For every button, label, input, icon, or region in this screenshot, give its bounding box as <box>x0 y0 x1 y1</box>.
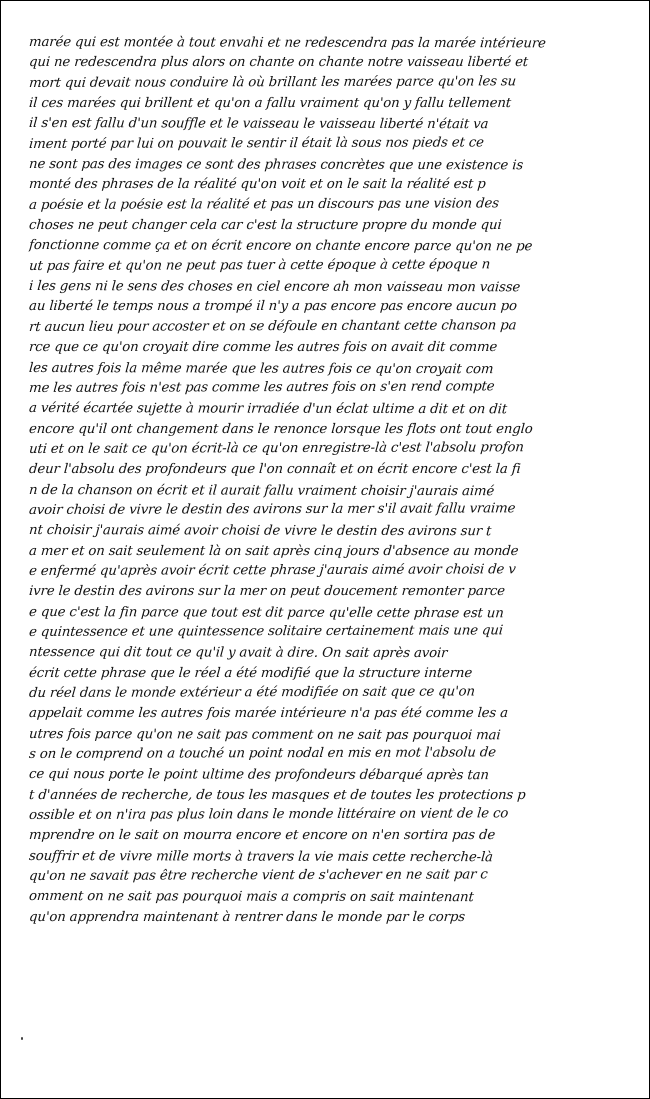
handwritten-line: qui ne redescendra plus alors on chante on chante notre vaisseau liberté et <box>28 55 529 71</box>
handwritten-line: ne sont pas des images ce sont des phrases concrètes que une existence is <box>28 157 524 174</box>
handwritten-line: s on le comprend on a touché un point nodal en mis en mot l'absolu de <box>28 745 497 763</box>
handwritten-line: e que c'est la fin parce que tout est dit parce qu'elle cette phrase est un <box>28 604 505 621</box>
handwritten-line: écrit cette phrase que le réel a été modifié que la structure interne <box>28 665 473 681</box>
handwritten-line: ut pas faire et qu'on ne peut pas tuer à cette époque à cette époque n <box>28 257 491 274</box>
handwritten-line: les autres fois la même marée que les autres fois ce qu'on croyait com <box>28 360 494 377</box>
handwritten-line: uti et on le sait ce qu'on écrit-là ce qu'on enregistre-là c'est l'absolu profon <box>28 440 525 457</box>
handwritten-line: appelait comme les autres fois marée intérieure n'a pas été comme les a <box>28 706 509 722</box>
handwritten-line: deur l'absolu des profondeurs que l'on connaît et on écrit encore c'est la fi <box>28 462 522 478</box>
handwritten-line: du réel dans le monde extérieur a été modifiée on sait que ce qu'on <box>28 684 476 701</box>
handwritten-line: marée qui est montée à tout envahi et ne redescendra pas la marée intérieure <box>28 35 547 52</box>
handwritten-line: qu'on ne savait pas être recherche vient de s'achever en ne sait par c <box>28 867 489 885</box>
handwritten-line: rce que ce qu'on croyait dire comme les autres fois on avait dit comme <box>28 340 498 356</box>
handwritten-line: t d'années de recherche, de tous les masques et de toutes les protections p <box>28 787 527 803</box>
handwritten-line: encore qu'il ont changement dans le renonce lorsque les flots ont tout englo <box>28 421 534 437</box>
handwritten-line: n de la chanson on écrit et il aurait fallu vraiment choisir j'aurais aimé <box>28 482 495 499</box>
handwritten-line: ossible et on n'ira pas plus loin dans le monde littéraire on vient de le co <box>28 806 509 824</box>
handwritten-line: a vérité écartée sujette à mourir irradiée d'un éclat ultime a dit et on dit <box>28 401 508 418</box>
handwritten-line: omment on ne sait pas pourquoi mais a compris on sait maintenant <box>28 889 475 906</box>
handwritten-line: fonctionne comme ça et on écrit encore on chante encore parce qu'on ne pe <box>28 238 533 255</box>
handwritten-line: ivre le destin des avirons sur la mer on peut doucement remonter parce <box>28 584 506 600</box>
handwritten-line: e enfermé qu'après avoir écrit cette phrase j'aurais aimé avoir choisi de v <box>28 562 517 579</box>
handwritten-line: rt aucun lieu pour accoster et on se défoule en chantant cette chanson pa <box>28 318 517 335</box>
handwritten-line: qu'on apprendra maintenant à rentrer dans le monde par le corps <box>28 909 466 925</box>
handwritten-line: choses ne peut changer cela car c'est la structure propre du monde qui <box>28 218 503 234</box>
handwritten-line: souffrir et de vivre mille morts à travers la vie mais cette recherche-là <box>28 848 494 865</box>
handwritten-line: monté des phrases de la réalité qu'on voit et on le sait la réalité est p <box>28 177 487 193</box>
handwritten-line: avoir choisi de vivre le destin des avirons sur la mer s'il avait fallu vraime <box>28 501 516 518</box>
handwritten-line: mort qui devait nous conduire là où brillant les marées parce qu'on les su <box>28 73 517 91</box>
handwritten-line: me les autres fois n'est pas comme les autres fois on s'en rend compte <box>28 379 496 396</box>
handwritten-line: il ces marées qui brillent et qu'on a fallu vraiment qu'on y fallu tellement <box>28 96 512 112</box>
handwritten-line: iment porté par lui on pouvait le sentir il était là sous nos pieds et ce <box>28 135 485 152</box>
ink-speck <box>21 1037 23 1040</box>
handwritten-line: a mer et on sait seulement là on sait après cinq jours d'absence au monde <box>28 543 519 559</box>
handwritten-line: au liberté le temps nous a trompé il n'y a pas encore pas encore aucun po <box>28 299 518 315</box>
handwritten-line: utres fois parce qu'on ne sait pas comment on ne sait pas pourquoi mai <box>28 726 501 743</box>
handwritten-line: a poésie et la poésie est la réalité et pas un discours pas une vision des <box>28 196 500 213</box>
handwritten-line: i les gens ni le sens des choses en ciel encore ah mon vaisseau mon vaisse <box>28 279 521 296</box>
handwritten-line: nt choisir j'aurais aimé avoir choisi de vivre le destin des avirons sur t <box>28 523 492 540</box>
handwritten-line: e quintessence et une quintessence solitaire certainement mais une qui <box>28 623 504 640</box>
handwritten-line: ce qui nous porte le point ultime des profondeurs débarqué après tan <box>28 767 490 784</box>
handwritten-line: ntessence qui dit tout ce qu'il y avait à dire. On sait après avoir <box>28 645 448 662</box>
handwritten-line: il s'en est fallu d'un souffle et le vaisseau le vaisseau liberté n'était va <box>28 116 489 133</box>
handwritten-line: mprendre on le sait on mourra encore et encore on n'en sortira pas de <box>28 828 496 844</box>
handwritten-text-block <box>29 33 629 928</box>
